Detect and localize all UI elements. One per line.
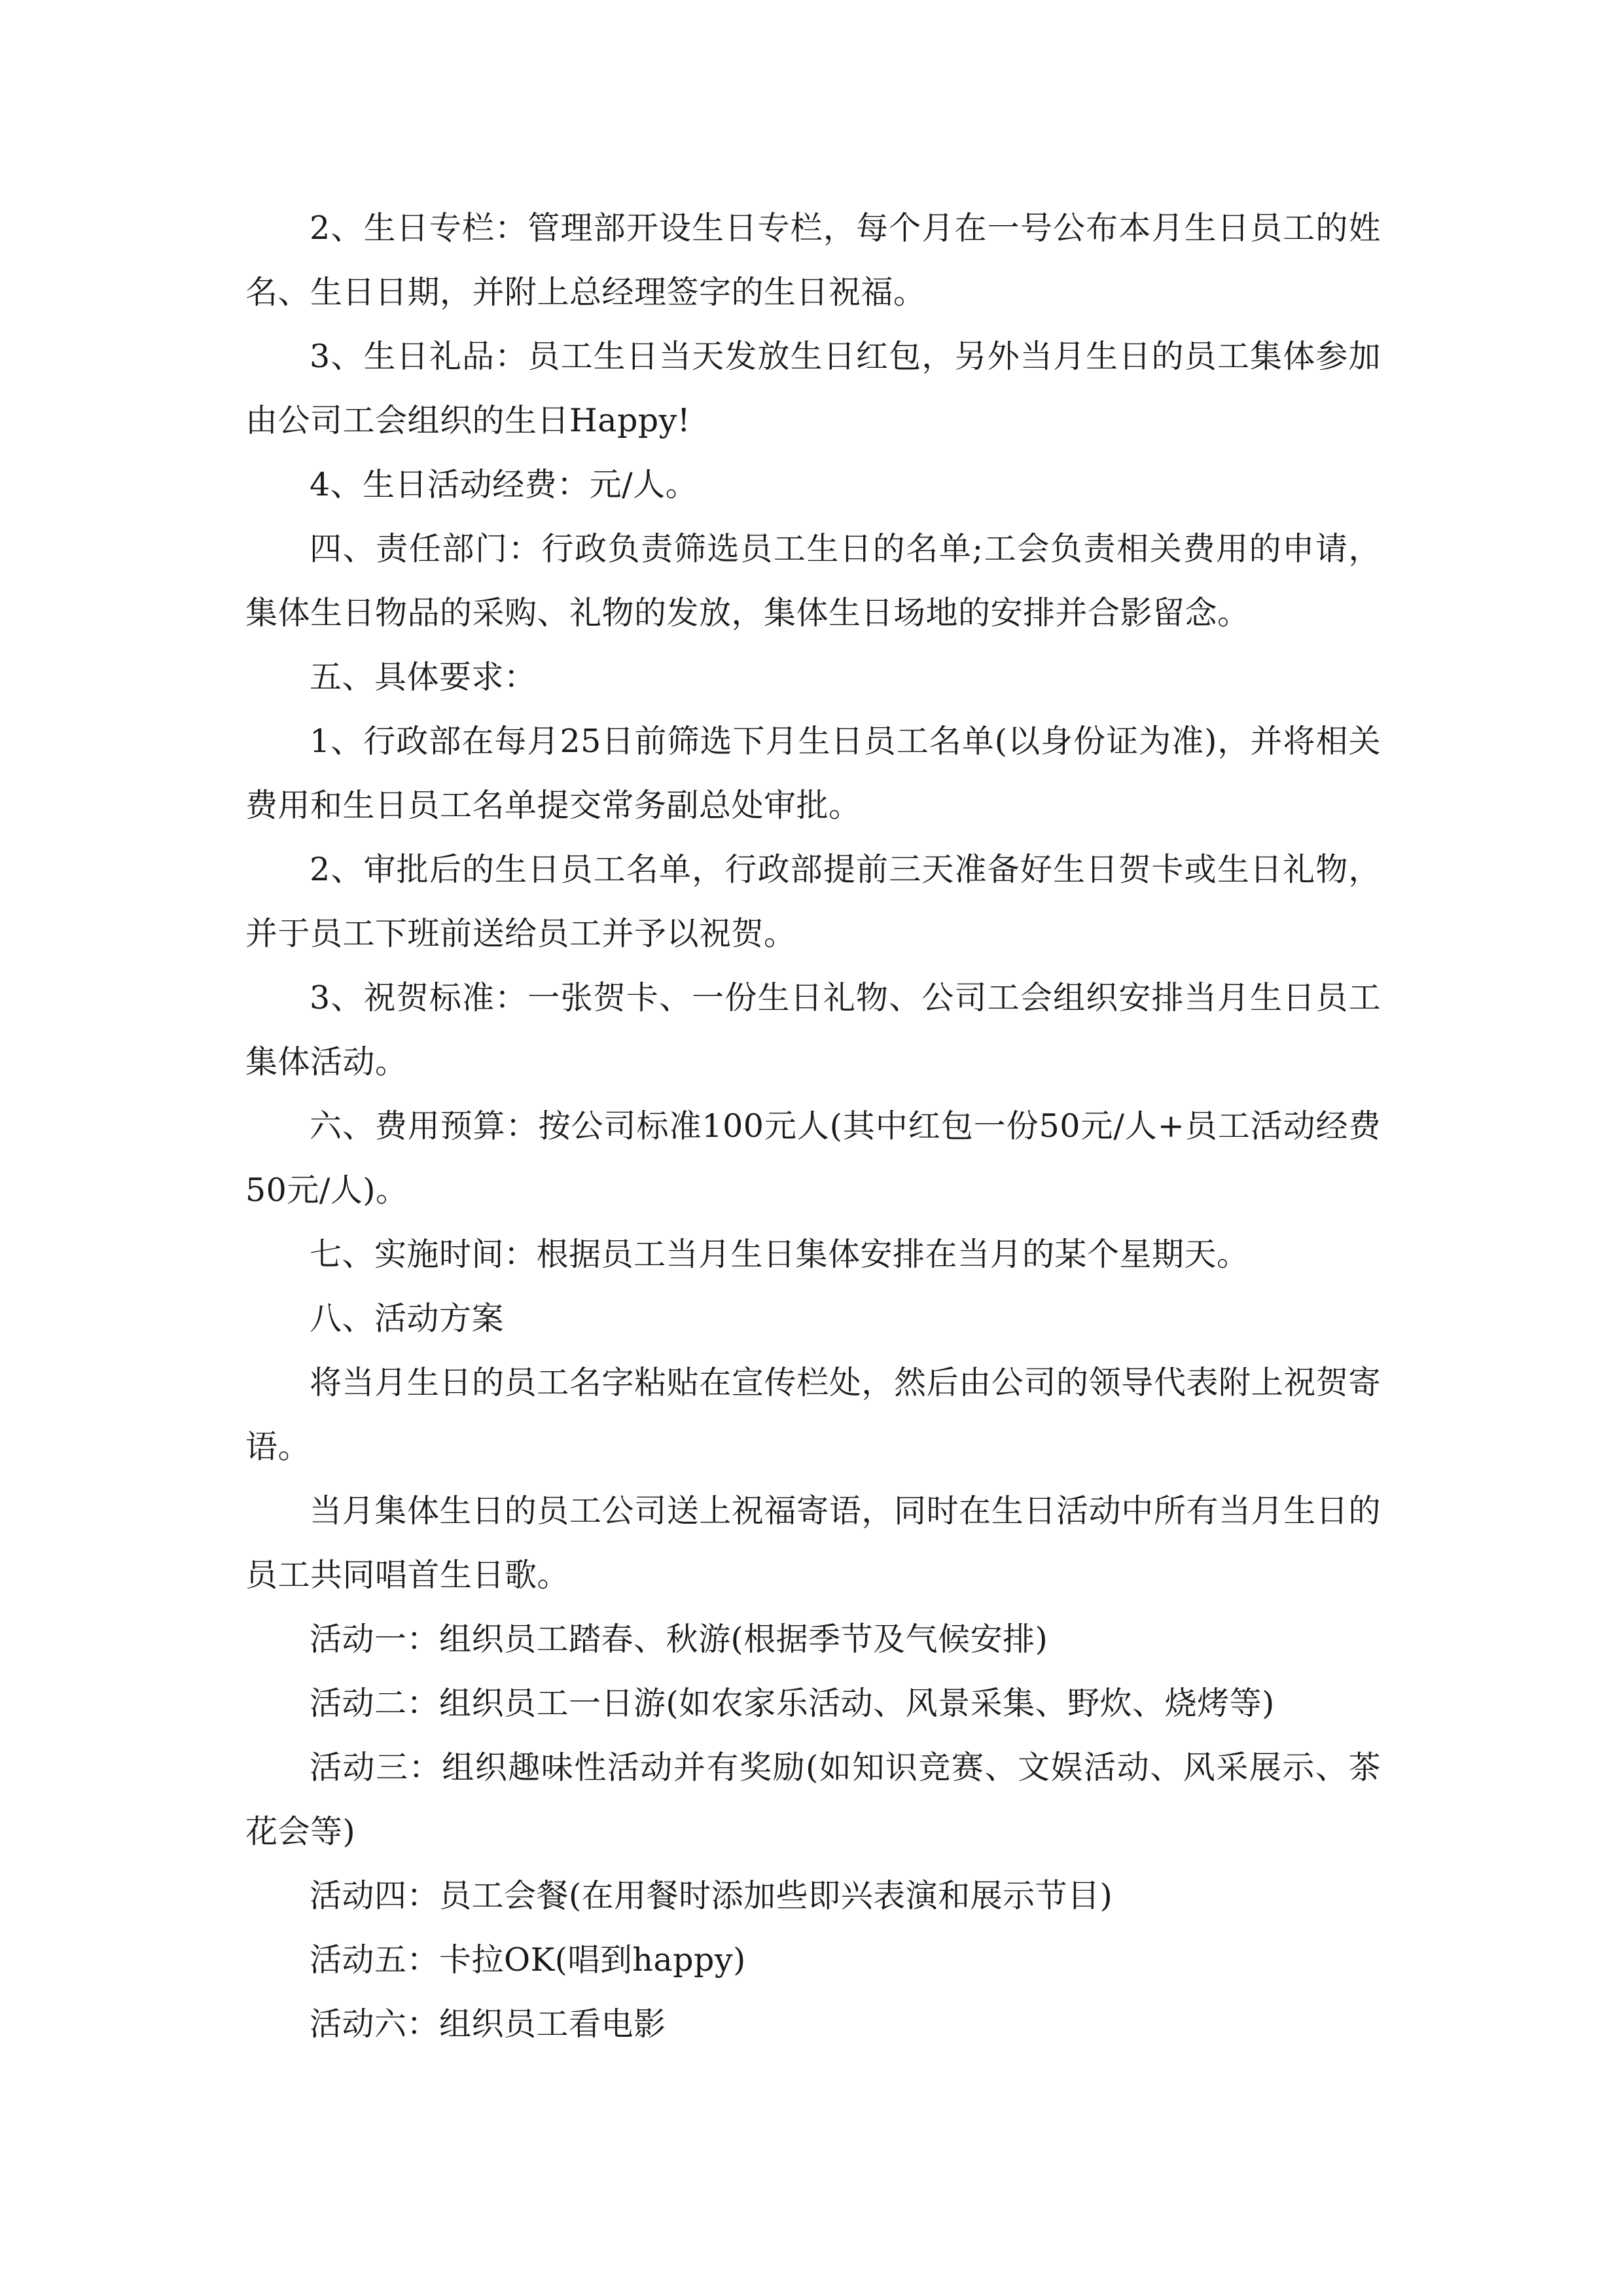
paragraph-specific-requirements-heading: 五、具体要求： xyxy=(310,658,537,696)
paragraph-responsible-departments: 四、责任部门：行政负责筛选员工生日的名单;工会负责相关费用的申请，集体生日物品的采购、礼物的发放，集体生日场地的安排并合影留念。 xyxy=(245,530,1381,632)
paragraph-activity-3: 活动三：组织趣味性活动并有奖励(如知识竞赛、文娱活动、风采展示、茶花会等) xyxy=(245,1749,1381,1850)
paragraph-activity-plan-heading: 八、活动方案 xyxy=(310,1300,505,1337)
paragraph-activity-4: 活动四：员工会餐(在用餐时添加些即兴表演和展示节目) xyxy=(310,1877,1113,1914)
paragraph-activity-funds: 4、生日活动经费：元/人。 xyxy=(310,466,698,503)
paragraph-implementation-time: 七、实施时间：根据员工当月生日集体安排在当月的某个星期天。 xyxy=(310,1236,1249,1273)
paragraph-activity-1: 活动一：组织员工踏春、秋游(根据季节及气候安排) xyxy=(310,1621,1048,1658)
paragraph-requirement-2: 2、审批后的生日员工名单，行政部提前三天准备好生日贺卡或生日礼物，并于员工下班前送给员工并予以祝贺。 xyxy=(245,851,1381,952)
paragraph-plan-song: 当月集体生日的员工公司送上祝福寄语，同时在生日活动中所有当月生日的员工共同唱首生日歌。 xyxy=(245,1492,1381,1594)
paragraph-birthday-column: 2、生日专栏：管理部开设生日专栏，每个月在一号公布本月生日员工的姓名、生日日期，并附上总经理签字的生日祝福。 xyxy=(245,209,1381,311)
paragraph-activity-2: 活动二：组织员工一日游(如农家乐活动、风景采集、野炊、烧烤等) xyxy=(310,1685,1275,1722)
paragraph-requirement-1: 1、行政部在每月25日前筛选下月生日员工名单(以身份证为准)，并将相关费用和生日员工名单提交常务副总处审批。 xyxy=(245,723,1381,824)
paragraph-requirement-3: 3、祝贺标准：一张贺卡、一份生日礼物、公司工会组织安排当月生日员工集体活动。 xyxy=(245,979,1381,1081)
paragraph-birthday-gift: 3、生日礼品：员工生日当天发放生日红包，另外当月生日的员工集体参加由公司工会组织的生日Happy! xyxy=(245,338,1381,439)
paragraph-budget: 六、费用预算：按公司标准100元人(其中红包一份50元/人+员工活动经费50元/人)。 xyxy=(245,1107,1381,1209)
paragraph-activity-6: 活动六：组织员工看电影 xyxy=(310,2005,666,2043)
paragraph-plan-bulletin: 将当月生日的员工名字粘贴在宣传栏处，然后由公司的领导代表附上祝贺寄语。 xyxy=(245,1364,1381,1465)
paragraph-activity-5: 活动五：卡拉OK(唱到happy) xyxy=(310,1941,746,1979)
document-body xyxy=(245,196,1381,2056)
